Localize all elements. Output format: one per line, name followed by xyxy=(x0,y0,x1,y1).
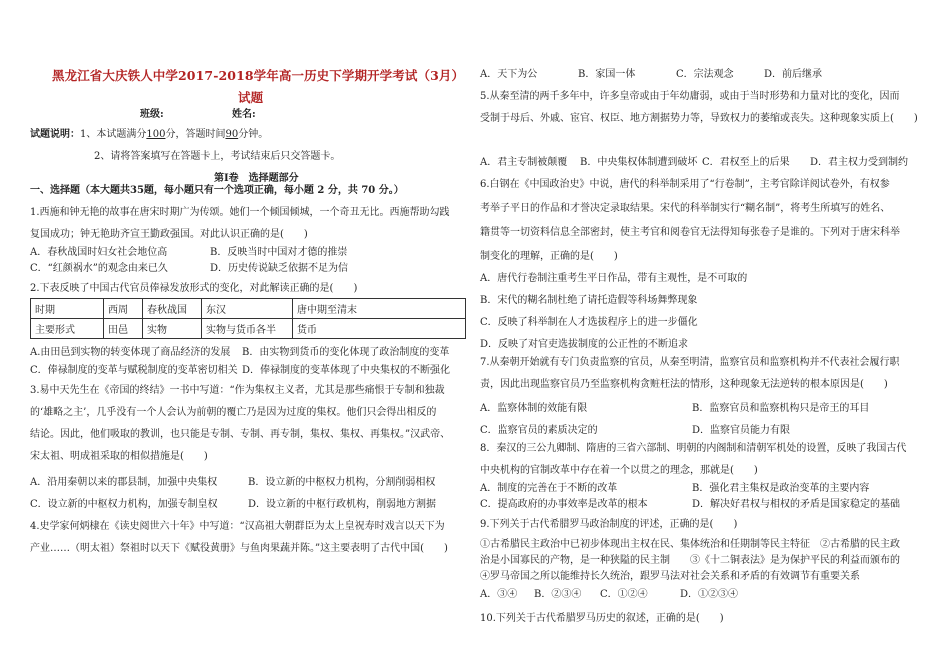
q7-option-a: A．监察体制的效能有限 xyxy=(480,403,588,414)
table-cell: 西周 xyxy=(104,299,143,319)
q9-option-c: C．①②④ xyxy=(600,589,648,600)
salary-table xyxy=(30,298,466,339)
q10-stem: 10.下列关于古代希腊罗马历史的叙述，正确的是( ) xyxy=(480,613,724,624)
q7-option-d: D．监察官员能力有限 xyxy=(692,425,791,436)
exam-title-line1: 黑龙江省大庆铁人中学2017-2018学年高一历史下学期开学考试（3月） xyxy=(52,68,465,83)
q7-option-c: C．监察官员的素质决定的 xyxy=(480,425,598,436)
q6-option-b: B．宋代的糊名制杜绝了请托造假等科场舞弊现象 xyxy=(480,295,698,306)
q4-option-b: B．家国一体 xyxy=(578,69,636,80)
q5-option-d: D．君主权力受到制约 xyxy=(810,157,909,168)
exam-title-line2: 试题 xyxy=(238,90,264,105)
q1-stem-2: 复国成功；钟无艳助齐宣王勤政强国。对此认识正确的是( ) xyxy=(30,229,308,240)
name-label: 姓名: xyxy=(232,109,256,120)
q2-stem: 2.下表反映了中国古代官员俸禄发放形式的变化，对此解读正确的是( ) xyxy=(30,283,358,294)
q3-option-c: C．设立新的中枢权力机构，加强专制皇权 xyxy=(30,499,218,510)
table-cell: 唐中期至清末 xyxy=(293,299,466,319)
q1-option-d: D．历史传说缺乏依据不足为信 xyxy=(210,263,349,274)
q5-option-a: A．君主专制被颠覆 xyxy=(480,157,568,168)
table-cell: 实物与货币各半 xyxy=(202,319,293,339)
class-label: 班级: xyxy=(140,109,164,120)
table-cell: 田邑 xyxy=(104,319,143,339)
q4-option-a: A．天下为公 xyxy=(480,69,538,80)
q3-option-a: A．沿用秦朝以来的郡县制，加强中央集权 xyxy=(30,477,218,488)
q7-stem-2: 责，因此出现监察官员乃至监察机构贪赃枉法的情形，这种现象无法逆转的根本原因是( ) xyxy=(480,379,888,390)
note1-text-b: 分，答题时间 xyxy=(165,129,226,140)
q6-option-d: D．反映了对官吏选拔制度的公正性的不断追求 xyxy=(480,339,689,350)
table-cell: 主要形式 xyxy=(31,319,104,339)
q8-option-c: C．提高政府的办事效率是改革的根本 xyxy=(480,499,648,510)
table-cell: 时期 xyxy=(31,299,104,319)
q2-option-b: B．由实物到货币的变化体现了政治制度的变革 xyxy=(242,347,450,358)
table-cell: 东汉 xyxy=(202,299,293,319)
q4-stem-2: 产业……（明太祖）祭祖时以天下《赋役黄册》与鱼肉果蔬并陈。”这主要表明了古代中国( ) xyxy=(30,543,448,554)
q3-stem-4: 宋太祖、明成祖采取的相似措施是( ) xyxy=(30,451,208,462)
q8-option-a: A．制度的完善在于不断的改革 xyxy=(480,483,618,494)
q1-option-a: A．春秋战国时妇女社会地位高 xyxy=(30,247,168,258)
table-row xyxy=(31,319,466,339)
q8-stem-1: 8．秦汉的三公九卿制、隋唐的三省六部制、明朝的内阁制和清朝军机处的设置，反映了我国古代 xyxy=(480,443,907,454)
q2-option-a: A.由田邑到实物的转变体现了商品经济的发展 xyxy=(30,347,231,358)
table-cell: 实物 xyxy=(143,319,202,339)
q6-option-c: C．反映了科举制在人才选拔程序上的进一步僵化 xyxy=(480,317,698,328)
q3-stem-3: 结论。因此，他们吸取的教训，也只能是专制、专制、再专制，集权、集权、再集权。”汉武帝、 xyxy=(30,429,451,440)
q1-stem-1: 1.西施和钟无艳的故事在唐宋时期广为传颂。她们一个倾国倾城，一个奇丑无比。西施帮助勾践 xyxy=(30,207,450,218)
section-title: 第Ⅰ卷 选择题部分 xyxy=(214,173,299,184)
q9-statement-1-2: ①古希腊民主政治中已初步体现出主权在民、集体统治和任期制等民主特征 ②古希腊的民主政 xyxy=(480,539,900,550)
note1-text-a: 1、本试题满分 xyxy=(80,129,147,140)
table-row xyxy=(31,299,466,319)
q4-option-d: D．前后继承 xyxy=(764,69,823,80)
note-prefix: 试题说明： xyxy=(30,129,80,140)
q9-stem-1: 9.下列关于古代希腊罗马政治制度的评述，正确的是( ) xyxy=(480,519,738,530)
table-cell: 货币 xyxy=(293,319,466,339)
exam-note-2: 2、请将答案填写在答题卡上，考试结束后只交答题卡。 xyxy=(94,151,341,162)
q1-option-b: B．反映当时中国对才德的推崇 xyxy=(210,247,348,258)
q1-option-c: C．“红颜祸水”的观念由来已久 xyxy=(30,263,168,274)
q9-option-d: D．①②③④ xyxy=(680,589,739,600)
q6-stem-1: 6.白钢在《中国政治史》中说，唐代的科举制采用了“行卷制”，主考官除详阅试卷外，有权参 xyxy=(480,179,890,190)
part-title: 一、选择题（本大题共35题，每小题只有一个选项正确，每小题 2 分，共 70 分。） xyxy=(30,185,404,196)
note1-time: 90 xyxy=(225,129,239,140)
q6-stem-3: 籍贯等一切资料信息全部密封，使主考官和阅卷官无法得知每张卷子是谁的。下列对于唐宋科举 xyxy=(480,227,900,238)
q9-option-a: A．③④ xyxy=(480,589,518,600)
q7-option-b: B．监察官员和监察机构只是帝王的耳目 xyxy=(692,403,870,414)
q5-option-b: B．中央集权体制遭到破坏 xyxy=(580,157,698,168)
q6-stem-4: 制变化的理解，正确的是( ) xyxy=(480,251,618,262)
q2-option-c: C．俸禄制度的变革与赋税制度的变革密切相关 xyxy=(30,365,238,376)
q6-stem-2: 考举子平日的作品和才誉决定录取结果。宋代的科举制实行“糊名制”，将考生所填写的姓名、 xyxy=(480,203,891,214)
q8-stem-2: 中央机构的官制改革中存在着一个以贯之的理念，那就是( ) xyxy=(480,465,758,476)
q9-statement-2-3: 治是小国寡民的产物，是一种狭隘的民主制 ③《十二铜表法》是为保护平民的利益而颁布的 xyxy=(480,555,900,566)
q3-option-b: B．设立新的中枢权力机构，分割削弱相权 xyxy=(248,477,436,488)
q7-stem-1: 7.从秦朝开始就有专门负责监察的官员，从秦至明清，监察官员和监察机构并不代表社会履行职 xyxy=(480,357,900,368)
q3-stem-1: 3.易中天先生在《帝国的终结》一书中写道：“作为集权主义者，尤其是那些痛恨于专制和独裁 xyxy=(30,385,445,396)
note1-score: 100 xyxy=(146,129,166,140)
q9-option-b: B．②③④ xyxy=(534,589,582,600)
q5-stem-2: 受制于母后、外戚、宦官、权臣、地方割据势力等，导致权力的萎缩或丧失。这种现象实质上( ) xyxy=(480,113,918,124)
q5-stem-1: 5.从秦至清的两千多年中，许多皇帝或由于年幼庸弱，或由于当时形势和力量对比的变化，因而 xyxy=(480,91,900,102)
q5-option-c: C．君权至上的后果 xyxy=(702,157,790,168)
q8-option-b: B．强化君主集权是政治变革的主要内容 xyxy=(692,483,870,494)
table-cell: 春秋战国 xyxy=(143,299,202,319)
q2-option-d: D．俸禄制度的变革体现了中央集权的不断强化 xyxy=(242,365,451,376)
q4-option-c: C．宗法观念 xyxy=(676,69,734,80)
q3-option-d: D．设立新的中枢行政机构，削弱地方割据 xyxy=(248,499,437,510)
q8-option-d: D．解决好君权与相权的矛盾是国家稳定的基础 xyxy=(692,499,901,510)
q4-stem-1: 4.史学家何炳棣在《读史阅世六十年》中写道：“汉高祖大朝群臣为太上皇祝寿时戏言以天下为 xyxy=(30,521,445,532)
q9-statement-4: ④罗马帝国之所以能维持长久统治，跟罗马法对社会关系和矛盾的有效调节有重要关系 xyxy=(480,571,860,582)
q3-stem-2: 的‘雄略之主’，几乎没有一个人会认为前朝的覆亡乃是因为过度的集权。他们只会得出相反的 xyxy=(30,407,437,418)
note1-text-c: 分钟。 xyxy=(238,129,269,140)
exam-note-1 xyxy=(30,130,268,140)
q6-option-a: A．唐代行卷制注重考生平日作品，带有主观性，是不可取的 xyxy=(480,273,748,284)
